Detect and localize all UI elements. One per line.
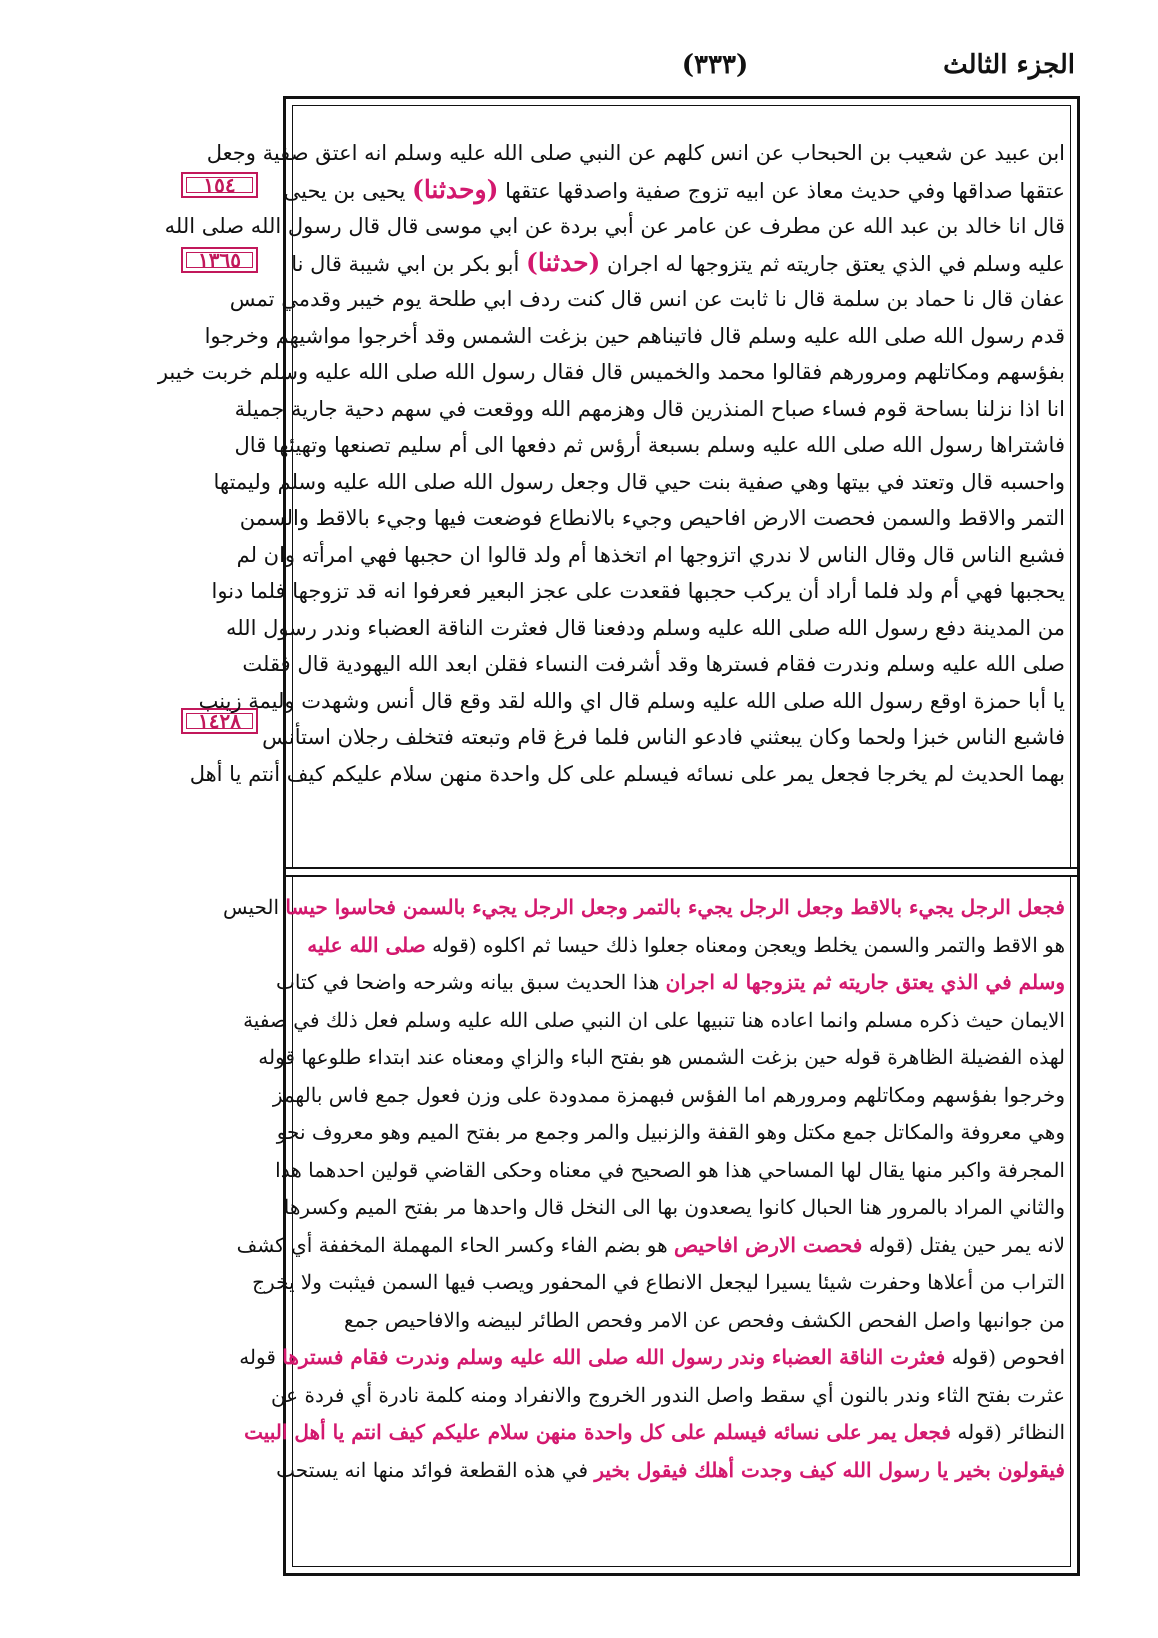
text-line: فاشتراها رسول الله صلى الله عليه وسلم بسبعة أرؤس ثم دفعها الى أم سليم تصنعها وتهيئها قال bbox=[234, 433, 1065, 457]
commentary-segment: قوله bbox=[239, 1345, 283, 1369]
quoted-matn: فجعل الرجل يجيء بالاقط وجعل الرجل يجيء بالتمر وجعل الرجل يجيء بالسمن فحاسوا حيسا bbox=[285, 895, 1065, 919]
margin-number-box: ١٣٦٥ bbox=[181, 247, 258, 273]
narration-marker: (وحدثنا) bbox=[411, 174, 499, 204]
commentary-segment: هو الاقط والتمر والسمن يخلط ويعجن ومعناه جعلوا ذلك حيسا ثم اكلوه (قوله bbox=[425, 932, 1065, 957]
commentary-segment: التراب من أعلاها وحفرت شيئا يسيرا ليجعل الانطاع في المحفور ويصب فيها السمن فيثبت ولا يخرج bbox=[252, 1270, 1065, 1294]
commentary-line bbox=[243, 1002, 1065, 1040]
commentary-segment: لانه يمر حين يفتل (قوله bbox=[862, 1232, 1065, 1257]
commentary-line bbox=[296, 1302, 1065, 1340]
commentary-line bbox=[239, 1339, 1065, 1377]
commentary-segment: افحوص (قوله bbox=[945, 1345, 1065, 1369]
commentary-line bbox=[275, 1152, 1065, 1190]
commentary-segment: النظائر (قوله bbox=[950, 1420, 1065, 1444]
text-line: بهما الحديث لم يخرجا فجعل يمر على نسائه فيسلم على كل واحدة منهن سلام عليكم كيف أنتم يا أهل bbox=[189, 761, 1065, 786]
text-line: صلى الله عليه وسلم وندرت فقام فسترها وقد أشرفت النساء فقلن ابعد الله اليهودية قال فقلت bbox=[242, 652, 1065, 676]
commentary-segment: لهذه الفضيلة الظاهرة قوله حين بزغت الشمس هو بفتح الباء والزاي ومعناه عند ابتداء طلوعها قوله bbox=[258, 1045, 1065, 1069]
margin-number-box: ١٥٤ bbox=[181, 172, 258, 198]
narration-marker: (حدثنا) bbox=[526, 247, 601, 277]
page-header bbox=[285, 50, 1075, 90]
commentary-line bbox=[276, 1114, 1065, 1152]
text-line: عتقها صداقها وفي حديث معاذ عن ابيه تزوج صفية واصدقها عتقها (وحدثنا) يحيى بن يحيى bbox=[283, 174, 1065, 204]
commentary-segment: هذا الحديث سبق بيانه وشرحه واضحا في كتاب bbox=[276, 970, 666, 994]
commentary-line bbox=[283, 1189, 1065, 1227]
text-line: فاشبع الناس خبزا ولحما وكان يبعثني فادعو الناس فلما فرغ قام وتبعته فتخلف رجلان استأنس bbox=[262, 725, 1065, 749]
text-line: عفان قال نا حماد بن سلمة قال نا ثابت عن انس قال كنت ردف ابي طلحة يوم خيبر وقدمي تمس bbox=[229, 287, 1065, 311]
text-line: فشبع الناس قال وقال الناس لا ندري اتزوجها ام اتخذها أم ولد قالوا ان حجبها فهي امرأته وان لم bbox=[236, 542, 1065, 567]
commentary-segment: وخرجوا بفؤسهم ومكاتلهم ومرورهم اما الفؤس فبهمزة ممدودة على وزن فعول جمع فاس بالهمز bbox=[272, 1082, 1065, 1107]
commentary-line bbox=[296, 927, 1065, 965]
text-line: قال انا خالد بن عبد الله عن مطرف عن عامر عن أبي بردة عن ابي موسى قال قال رسول الله صلى الله bbox=[164, 214, 1065, 238]
commentary-line bbox=[222, 889, 1065, 927]
margin-number-box: ١٤٢٨ bbox=[181, 708, 258, 734]
commentary-segment: الحيس bbox=[222, 895, 286, 919]
text-line: التمر والاقط والسمن فحصت الارض افاحيص وجيء بالانطاع فوضعت فيها وجيء بالاقط والسمن bbox=[239, 506, 1065, 530]
commentary-line bbox=[244, 1414, 1065, 1452]
text-line: واحسبه قال وتعتد في بيتها وهي صفية بنت حيي قال وجعل رسول الله صلى الله عليه وسلم وليمتها bbox=[213, 469, 1065, 494]
text-line: بفؤسهم ومكاتلهم ومرورهم فقالوا محمد والخميس قال فقال رسول الله صلى الله عليه وسلم خربت خيبر bbox=[157, 360, 1065, 384]
volume-title: الجزء الثالث bbox=[943, 50, 1075, 80]
commentary-segment: وهي معروفة والمكاتل جمع مكتل وهو القفة والزنبيل والمر وجمع مر بفتح الميم وهو معروف نحو bbox=[276, 1120, 1065, 1144]
commentary-line bbox=[276, 964, 1065, 1002]
commentary-line bbox=[252, 1264, 1065, 1302]
text-line: قدم رسول الله صلى الله عليه وسلم قال فاتيناهم حين بزغت الشمس وقد أخرجوا مواشيهم وخرجوا bbox=[204, 323, 1065, 348]
quoted-matn: وسلم في الذي يعتق جاريته ثم يتزوجها له اجران bbox=[665, 970, 1065, 994]
text-line: من المدينة دفع رسول الله صلى الله عليه وسلم ودفعنا قال فعثرت الناقة العضباء وندر رسول الله bbox=[225, 615, 1065, 640]
text-line: انا اذا نزلنا بساحة قوم فساء صباح المنذرين قال وهزمهم الله ووقعت في سهم دحية جارية جميلة bbox=[234, 396, 1065, 421]
commentary-line bbox=[276, 1452, 1065, 1490]
commentary-segment: والثاني المراد بالمرور هنا الحبال كانوا يصعدون بها الى النخل قال واحدها مر بفتح الميم وكسرها bbox=[283, 1195, 1065, 1219]
commentary-text bbox=[222, 889, 1065, 1489]
text-line: ابن عبيد عن شعيب بن الحبحاب عن انس كلهم عن النبي صلى الله عليه وسلم انه اعتق صفية وجعل bbox=[206, 141, 1065, 165]
page-number: (٣٣٣) bbox=[681, 50, 749, 80]
commentary-line bbox=[272, 1077, 1065, 1115]
commentary-line bbox=[236, 1227, 1065, 1265]
section-divider bbox=[286, 867, 1077, 877]
commentary-segment: عثرت بفتح الثاء وندر بالنون أي سقط واصل الندور الخروج والانفراد ومنه كلمة نادرة أي فردة عن bbox=[270, 1382, 1065, 1407]
commentary-segment: من جوانبها واصل الفحص الكشف وفحص عن الامر وفحص الطائر لبيضه والافاحيص جمع bbox=[343, 1307, 1065, 1332]
commentary-segment: الايمان حيث ذكره مسلم وانما اعاده هنا تنبيها على ان النبي صلى الله عليه وسلم فعل ذلك في صفية bbox=[243, 1007, 1065, 1032]
quoted-matn: فيقولون بخير يا رسول الله كيف وجدت أهلك فيقول بخير bbox=[594, 1457, 1065, 1482]
quoted-matn: صلى الله عليه bbox=[307, 932, 426, 957]
commentary-line bbox=[270, 1377, 1065, 1415]
text-line: يحجبها فهي أم ولد فلما أراد أن يركب حجبها فقعدت على عجز البعير فعرفوا انه قد تزوجها فلما دنوا bbox=[211, 579, 1065, 603]
text-line: يا أبا حمزة اوقع رسول الله صلى الله عليه وسلم قال اي والله لقد وقع قال أنس وشهدت وليمة زينب bbox=[198, 688, 1065, 713]
text-line: عليه وسلم في الذي يعتق جاريته ثم يتزوجها له اجران (حدثنا) أبو بكر بن ابي شيبة قال نا bbox=[291, 247, 1065, 277]
quoted-matn: فعثرت الناقة العضباء وندر رسول الله صلى الله عليه وسلم وندرت فقام فسترها bbox=[282, 1345, 946, 1369]
commentary-segment: هو بضم الفاء وكسر الحاء المهملة المخففة أي كشف bbox=[236, 1232, 675, 1257]
quoted-matn: فجعل يمر على نسائه فيسلم على كل واحدة منهن سلام عليكم كيف انتم يا أهل البيت bbox=[244, 1420, 951, 1444]
commentary-segment: في هذه القطعة فوائد منها انه يستحب bbox=[276, 1457, 595, 1482]
quoted-matn: فحصت الارض افاحيص bbox=[674, 1232, 863, 1257]
commentary-segment: المجرفة واكبر منها يقال لها المساحي هذا هو الصحيح في معناه وحكى القاضي قولين احدهما هذا bbox=[275, 1157, 1065, 1182]
commentary-line bbox=[258, 1039, 1065, 1077]
